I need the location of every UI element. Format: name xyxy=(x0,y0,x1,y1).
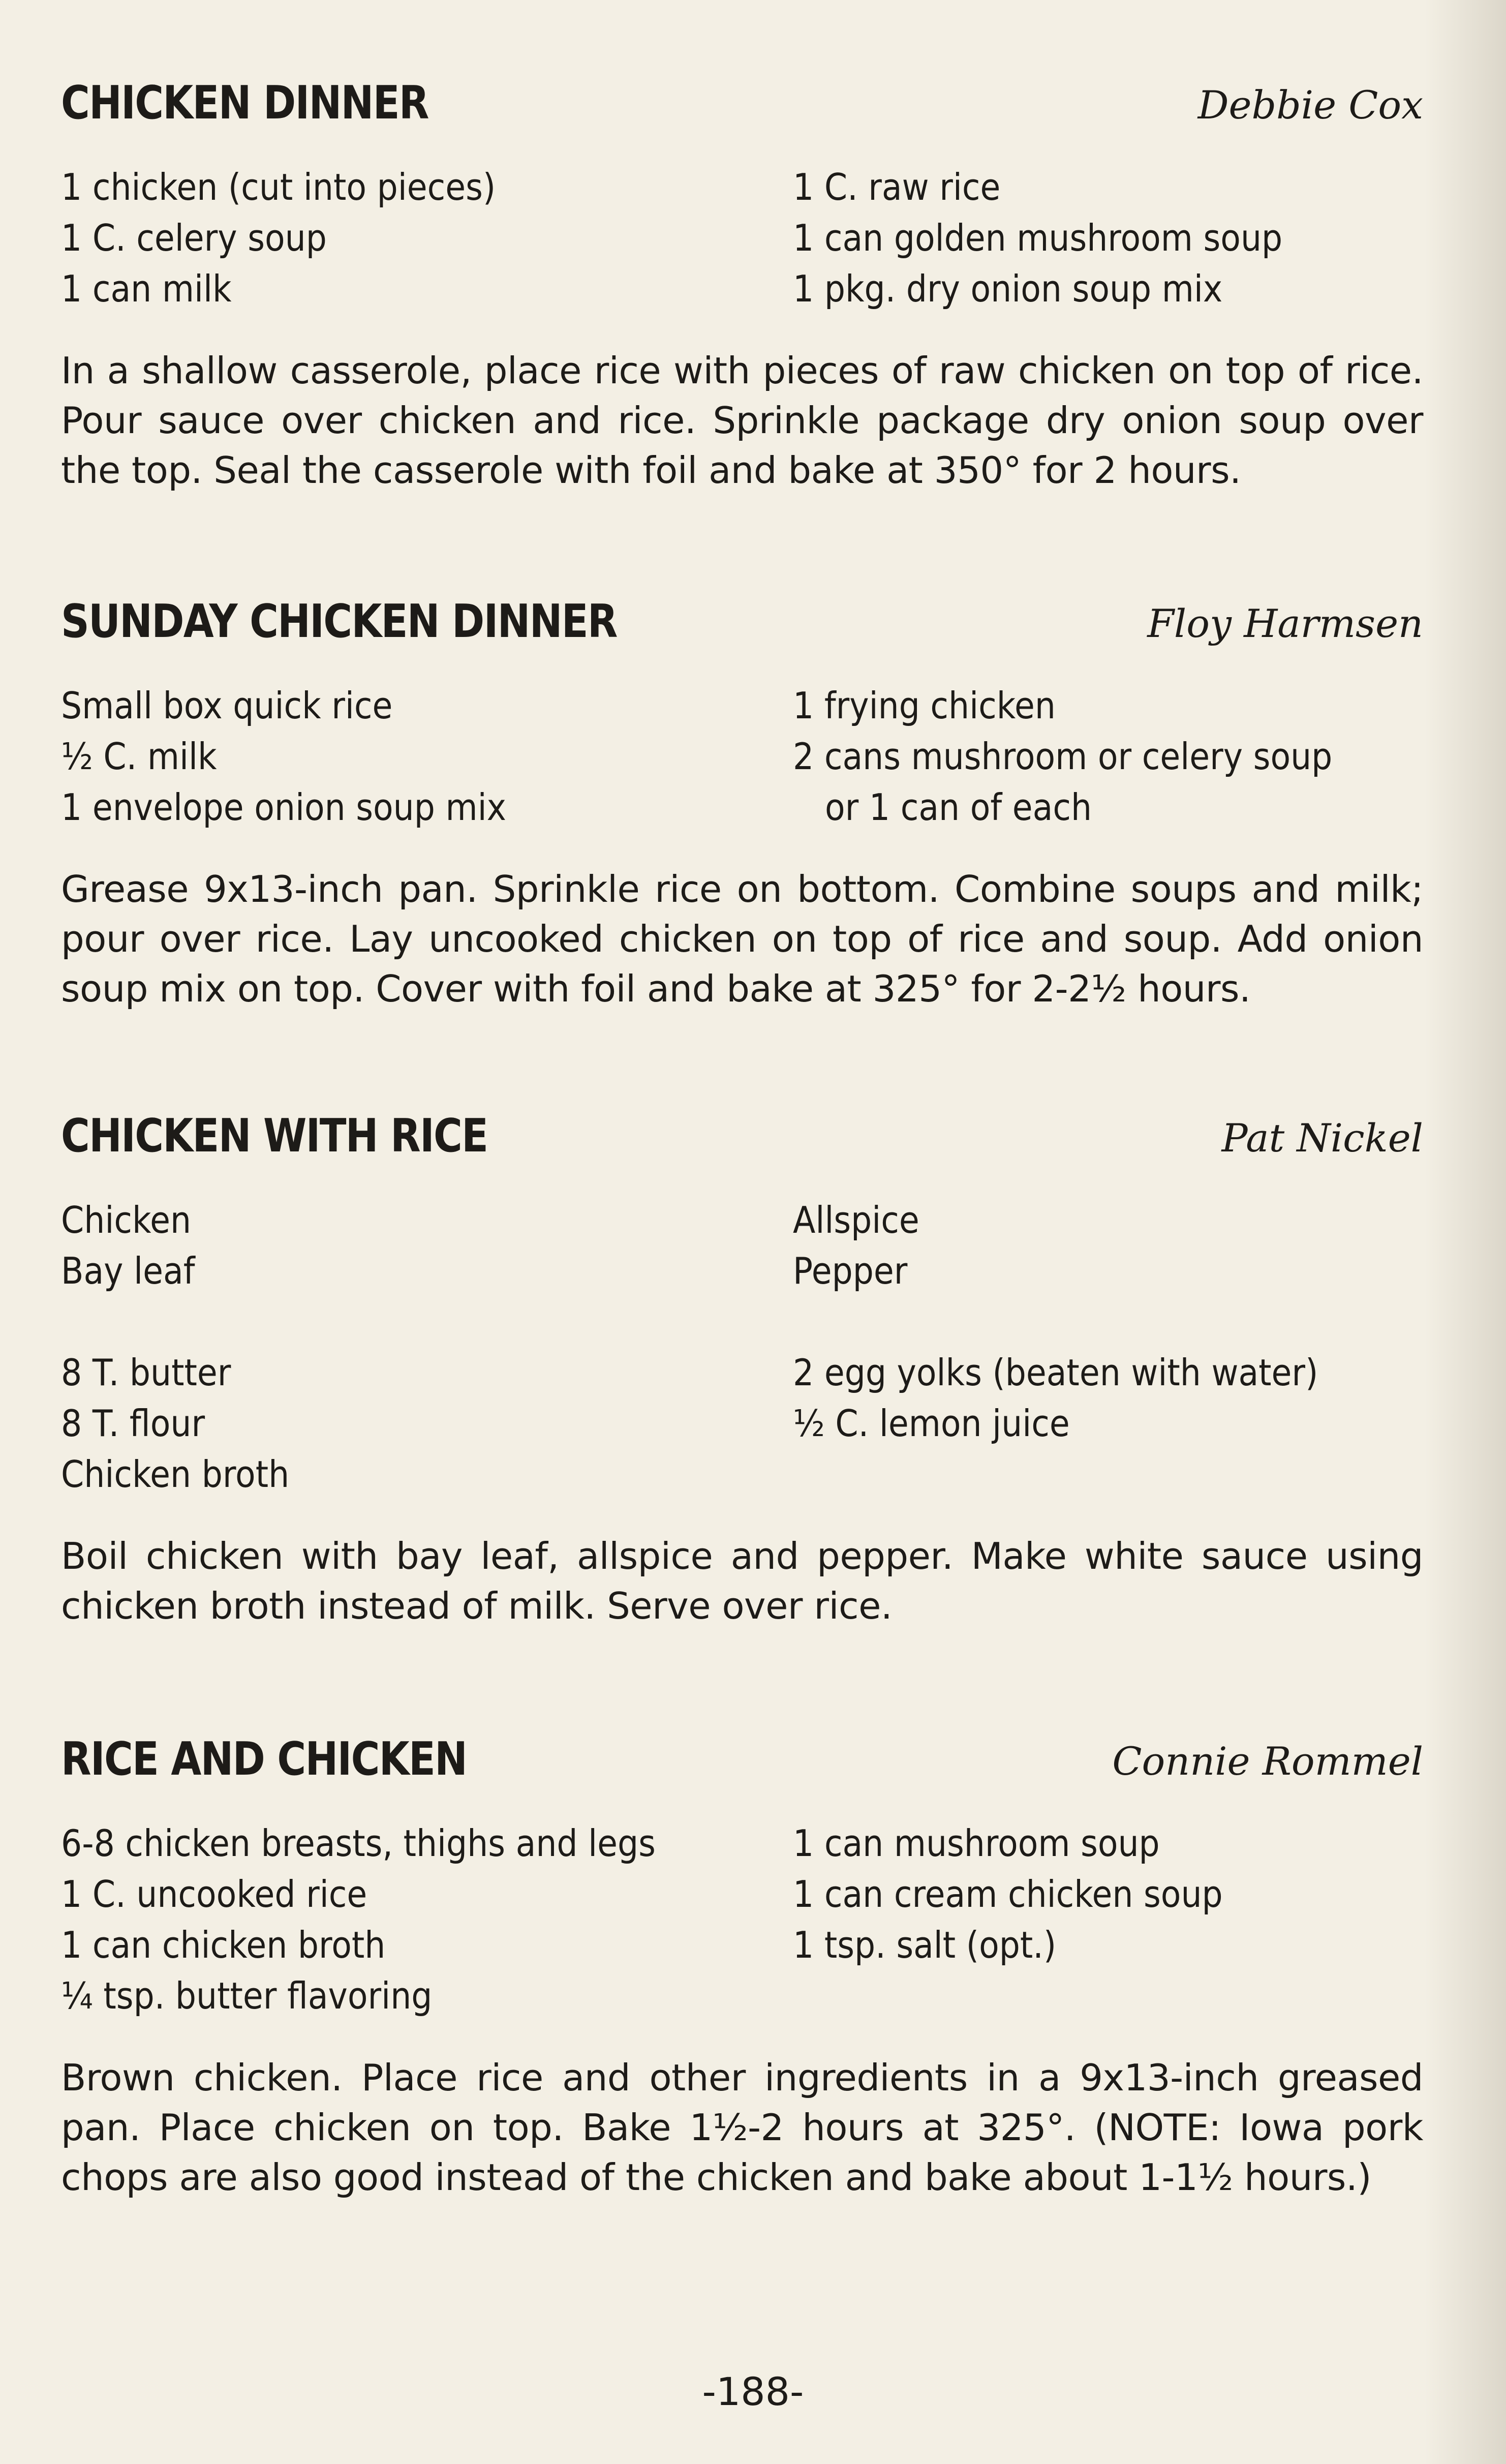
ingredient: 8 T. butter xyxy=(61,1351,231,1394)
recipe-header xyxy=(61,595,1423,656)
ingredient: 1 can milk xyxy=(61,267,232,310)
ingredient-column-right xyxy=(793,680,1423,833)
recipe-header xyxy=(61,1109,1423,1170)
recipe-title: SUNDAY CHICKEN DINNER xyxy=(61,595,617,648)
ingredient: Pepper xyxy=(793,1250,908,1292)
ingredient: 2 egg yolks (beaten with water) xyxy=(793,1351,1318,1394)
recipe-sunday-chicken-dinner xyxy=(61,595,1423,1014)
recipe-author: Pat Nickel xyxy=(1221,1115,1423,1161)
recipe-chicken-dinner xyxy=(61,76,1423,495)
recipe-header xyxy=(61,1732,1423,1793)
recipe-author: Debbie Cox xyxy=(1197,82,1423,128)
ingredient: or 1 can of each xyxy=(825,786,1092,829)
recipe-author: Floy Harmsen xyxy=(1147,601,1423,646)
ingredient: 2 cans mushroom or celery soup xyxy=(793,735,1333,778)
page-number: -188- xyxy=(702,2369,804,2414)
cookbook-page xyxy=(61,76,1423,2202)
recipe-title: CHICKEN WITH RICE xyxy=(61,1109,488,1163)
ingredient: 1 C. raw rice xyxy=(793,166,1001,208)
ingredient: 1 C. celery soup xyxy=(61,217,327,259)
ingredient-list xyxy=(61,162,1423,314)
ingredient-column-right xyxy=(793,1195,1423,1500)
ingredient: 1 frying chicken xyxy=(793,684,1056,727)
ingredient: ¼ tsp. butter flavoring xyxy=(61,1974,433,2017)
ingredient: 1 can mushroom soup xyxy=(793,1822,1160,1865)
ingredient: 1 can golden mushroom soup xyxy=(793,217,1283,259)
ingredient: Chicken xyxy=(61,1199,192,1241)
ingredient: 1 can cream chicken soup xyxy=(793,1873,1223,1915)
ingredient-column-left xyxy=(61,1818,793,2021)
recipe-author: Connie Rommel xyxy=(1112,1739,1423,1784)
recipe-directions: Grease 9x13-inch pan. Sprinkle rice on bottom. Combine soups and milk; pour over rice. Lay uncooked chicken on top of rice and soup. Add onion soup mix on top. Cover with foil and bake at 325° for 2-2½ hours. xyxy=(61,868,1423,1010)
ingredient: Chicken broth xyxy=(61,1453,290,1496)
ingredient-column-left xyxy=(61,162,793,314)
ingredient-column-left xyxy=(61,680,793,833)
ingredient-list xyxy=(61,680,1423,833)
ingredient: 1 envelope onion soup mix xyxy=(61,786,506,829)
ingredient-list xyxy=(61,1818,1423,2021)
ingredient: Allspice xyxy=(793,1199,919,1241)
recipe-chicken-with-rice xyxy=(61,1109,1423,1631)
ingredient: ½ C. milk xyxy=(61,735,217,778)
ingredient-column-left xyxy=(61,1195,793,1500)
recipe-title: CHICKEN DINNER xyxy=(61,76,428,130)
recipe-directions: Brown chicken. Place rice and other ingredients in a 9x13-inch greased pan. Place chicken on top. Bake 1½-2 hours at 325°. (NOTE: Iowa pork chops are also good instead of the chicken and bake about 1-1½ hours.) xyxy=(61,2056,1423,2199)
ingredient: Bay leaf xyxy=(61,1250,195,1292)
ingredient: 8 T. flour xyxy=(61,1402,205,1445)
ingredient-column-right xyxy=(793,162,1423,314)
recipe-rice-and-chicken xyxy=(61,1732,1423,2202)
recipe-header xyxy=(61,76,1423,137)
ingredient: 1 C. uncooked rice xyxy=(61,1873,367,1915)
ingredient-spacer xyxy=(61,1296,793,1347)
page-edge-shadow xyxy=(1425,0,1506,2464)
ingredient: 1 pkg. dry onion soup mix xyxy=(793,267,1223,310)
recipe-directions: Boil chicken with bay leaf, allspice and pepper. Make white sauce using chicken broth instead of milk. Serve over rice. xyxy=(61,1535,1423,1627)
ingredient: 6-8 chicken breasts, thighs and legs xyxy=(61,1822,656,1865)
ingredient: 1 tsp. salt (opt.) xyxy=(793,1924,1057,1966)
ingredient-spacer xyxy=(793,1296,1423,1347)
ingredient-list xyxy=(61,1195,1423,1500)
ingredient: 1 chicken (cut into pieces) xyxy=(61,166,496,208)
ingredient-column-right xyxy=(793,1818,1423,2021)
recipe-directions: In a shallow casserole, place rice with pieces of raw chicken on top of rice. Pour sauce over chicken and rice. Sprinkle package dry onion soup over the top. Seal the casserole with foil and bake at 350° for 2 hours. xyxy=(61,349,1423,492)
ingredient: 1 can chicken broth xyxy=(61,1924,386,1966)
ingredient: Small box quick rice xyxy=(61,684,393,727)
ingredient: ½ C. lemon juice xyxy=(793,1402,1070,1445)
recipe-title: RICE AND CHICKEN xyxy=(61,1732,467,1786)
